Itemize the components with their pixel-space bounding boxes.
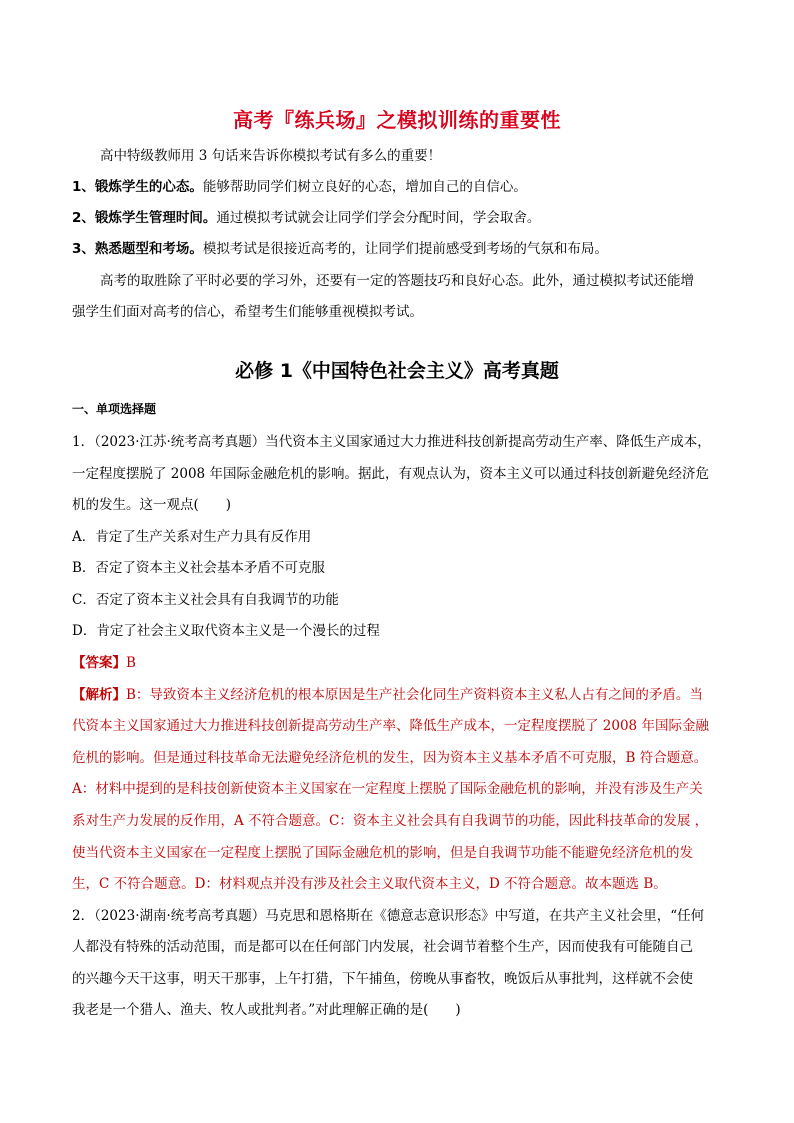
analysis-label: 【解析】: [72, 687, 126, 703]
point-1-lead: 1、锻炼学生的心态。: [72, 179, 203, 195]
point-3: [72, 239, 732, 259]
q1-analysis-line-2: 代资本主义国家通过大力推进科技创新提高劳动生产率、降低生产成本，一定程度摆脱了 2008 年国际金融: [72, 718, 709, 734]
q1-option-a: A．肯定了生产关系对生产力具有反作用: [72, 529, 312, 545]
point-2-text: 通过模拟考试就会让同学们学会分配时间，学会取舍。: [216, 210, 541, 226]
section-title: 必修 1《中国特色社会主义》高考真题: [235, 360, 559, 382]
q1-option-d: D．肯定了社会主义取代资本主义是一个漫长的过程: [72, 623, 380, 639]
q1-analysis-line-3: 危机的影响。但是通过科技革命无法避免经济危机的发生，因为资本主义基本矛盾不可克服，B 符合题意。: [72, 750, 708, 766]
q1-analysis-line-5: 系对生产力发展的反作用，A 不符合题意。C：资本主义社会具有自我调节的功能，因此科技革命的发展 ，: [72, 813, 709, 829]
point-3-text: 模拟考试是很接近高考的，让同学们提前感受到考场的气氛和布局。: [202, 241, 608, 257]
q1-line-3: 机的发生。这一观点( ): [72, 497, 232, 513]
q1-line-2: 一定程度摆脱了 2008 年国际金融危机的影响。据此，有观点认为，资本主义可以通过科技创新避免经济危: [72, 466, 709, 482]
q2-line-2: 人都没有特殊的活动范围，而是都可以在任何部门内发展，社会调节着整个生产，因而使我有可能随自己: [72, 939, 693, 955]
point-2: [72, 208, 732, 228]
q1-analysis-line-6: 使当代资本主义国家在一定程度上摆脱了国际金融危机的影响，但是自我调节功能不能避免经济危机的发: [72, 845, 693, 861]
q2-line-3: 的兴趣今天干这事，明天干那事，上午打猎，下午捕鱼，傍晚从事畜牧，晚饭后从事批判，这样就不会使: [72, 971, 693, 987]
intro-text: 高中特级教师用 3 句话来告诉你模拟考试有多么的重要！: [100, 148, 442, 164]
q1-option-c: C．否定了资本主义社会具有自我调节的功能: [72, 592, 339, 608]
section-subtitle: 一、单项选择题: [72, 402, 157, 416]
closing-line-1: 高考的取胜除了平时必要的学习外，还要有一定的答题技巧和良好心态。此外，通过模拟考试还能增: [100, 273, 694, 289]
point-1: [72, 177, 732, 197]
q1-analysis-line-7: 生，C 不符合题意。D：材料观点并没有涉及社会主义取代资本主义，D 不符合题意。故本题选 B。: [72, 876, 667, 892]
answer-label: 【答案】: [72, 655, 126, 671]
q1-analysis-line-1: [72, 685, 732, 705]
analysis-text-1: B：导致资本主义经济危机的根本原因是生产社会化同生产资料资本主义私人占有之间的矛盾。当: [126, 687, 703, 703]
q2-line-4: 我老是一个猎人、渔夫、牧人或批判者。”对此理解正确的是( ): [72, 1002, 461, 1018]
answer-value: B: [126, 655, 136, 671]
point-2-lead: 2、锻炼学生管理时间。: [72, 210, 217, 226]
page-title: 高考『练兵场』之模拟训练的重要性: [233, 108, 561, 132]
q1-answer: [72, 653, 732, 673]
q2-line-1: 2．（2023·湖南·统考高考真题）马克思和恩格斯在《德意志意识形态》中写道，在共产主义社会里，“任何: [72, 908, 705, 924]
point-3-lead: 3、熟悉题型和考场。: [72, 241, 203, 257]
q1-analysis-line-4: A：材料中提到的是科技创新使资本主义国家在一定程度上摆脱了国际金融危机的影响，并没有涉及生产关: [72, 781, 703, 797]
q1-option-b: B．否定了资本主义社会基本矛盾不可克服: [72, 560, 325, 576]
q1-line-1: 1．（2023·江苏·统考高考真题）当代资本主义国家通过大力推进科技创新提高劳动生产率、降低生产成本，: [72, 434, 711, 450]
point-1-text: 能够帮助同学们树立良好的心态，增加自己的自信心。: [202, 179, 527, 195]
closing-line-2: 强学生们面对高考的信心，希望考生们能够重视模拟考试。: [72, 304, 423, 320]
